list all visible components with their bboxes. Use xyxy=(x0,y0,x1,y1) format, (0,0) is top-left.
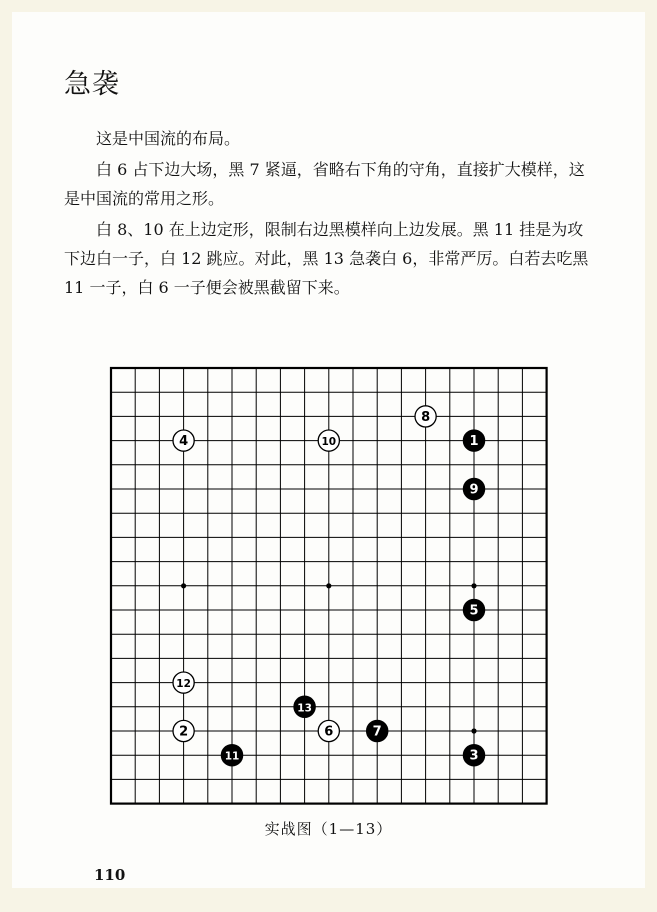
body-text xyxy=(64,124,594,302)
paragraph-3: 白 8、10 在上边定形，限制右边黑模样向上边发展。黑 11 挂是为攻下边白一子，白 12 跳应。对此，黑 13 急袭白 6，非常严厉。白若去吃黑 11 一子，白 6 一子便会被黑截留下来。 xyxy=(64,220,589,297)
page-number: 110 xyxy=(94,866,126,884)
stone-number-12: 12 xyxy=(176,678,191,691)
stone-number-1: 1 xyxy=(469,434,479,450)
stone-number-13: 13 xyxy=(297,702,312,715)
go-board xyxy=(108,364,548,808)
stone-number-6: 6 xyxy=(324,724,334,740)
paragraph-1: 这是中国流的布局。 xyxy=(96,129,241,148)
stone-number-5: 5 xyxy=(469,603,479,619)
go-board-diagram xyxy=(108,364,548,808)
book-page xyxy=(12,12,645,888)
stone-number-9: 9 xyxy=(469,482,479,498)
star-point xyxy=(471,728,476,733)
stone-number-4: 4 xyxy=(179,434,189,450)
stone-number-3: 3 xyxy=(469,748,479,764)
star-point xyxy=(471,583,476,588)
star-point xyxy=(326,583,331,588)
paragraph-2: 白 6 占下边大场，黑 7 紧逼，省略右下角的守角，直接扩大模样，这是中国流的常用之形。 xyxy=(64,160,585,208)
chapter-title: 急袭 xyxy=(64,69,120,100)
stone-number-11: 11 xyxy=(224,750,240,763)
stone-number-8: 8 xyxy=(421,409,431,425)
stone-number-2: 2 xyxy=(179,724,189,740)
star-point xyxy=(181,583,186,588)
stone-number-7: 7 xyxy=(372,724,382,740)
stone-number-10: 10 xyxy=(321,436,337,449)
figure-caption: 实战图（1—13） xyxy=(264,820,393,838)
